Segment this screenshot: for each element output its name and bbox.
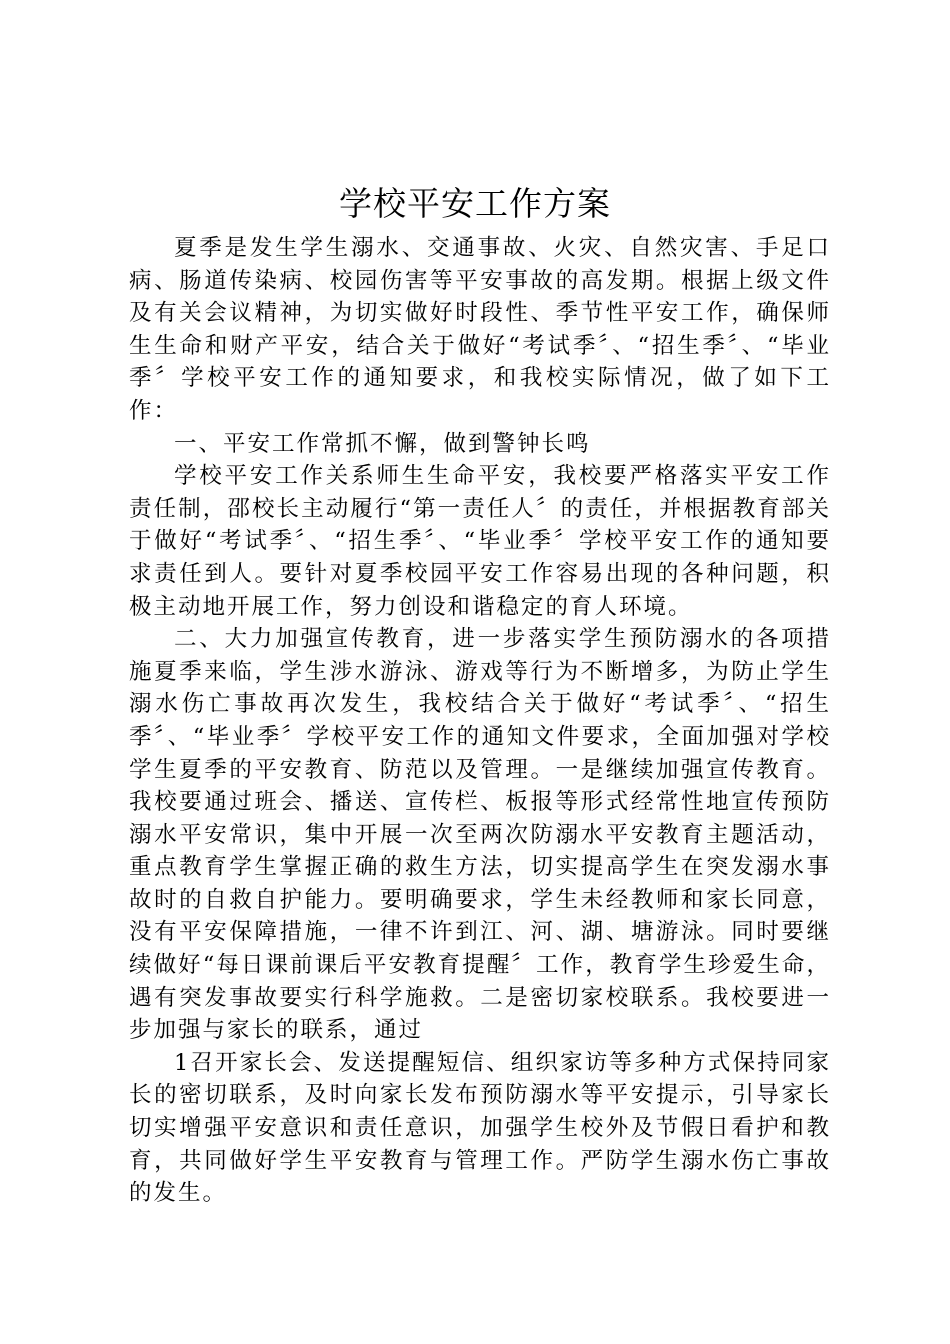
- paragraph-continuation: 1召开家长会、发送提醒短信、组织家访等多种方式保持同家长的密切联系，及时向家长发布预防溺水等平安提示，引导家长切实增强平安意识和责任意识，加强学生校外及节假日看护和教育，共同做好学生平安教育与管理工作。严防学生溺水伤亡事故的发生。: [129, 1049, 831, 1207]
- document-title: 学校平安工作方案: [339, 184, 611, 223]
- paragraph-section-2: 二、大力加强宣传教育，进一步落实学生预防溺水的各项措施夏季来临，学生涉水游泳、游戏等行为不断增多，为防止学生溺水伤亡事故再次发生，我校结合关于做好“考试季〞、“招生季〞、“毕业季〞学校平安工作的通知文件要求，全面加强对学校学生夏季的平安教育、防范以及管理。一是继续加强宣传教育。我校要通过班会、播送、宣传栏、板报等形式经常性地宣传预防溺水平安常识，集中开展一次至两次防溺水平安教育主题活动，重点教育学生掌握正确的救生方法，切实提高学生在突发溺水事故时的自救自护能力。要明确要求，学生未经教师和家长同意，没有平安保障措施，一律不许到江、河、湖、塘游泳。同时要继续做好“每日课前课后平安教育提醒〞工作，教育学生珍爱生命，遇有突发事故要实行科学施救。二是密切家校联系。我校要进一步加强与家长的联系，通过: [129, 626, 831, 1044]
- section-heading-1: 一、平安工作常抓不懈，做到警钟长鸣: [174, 430, 591, 457]
- paragraph-intro: 夏季是发生学生溺水、交通事故、火灾、自然灾害、手足口病、肠道传染病、校园伤害等平安事故的高发期。根据上级文件及有关会议精神，为切实做好时段性、季节性平安工作，确保师生生命和财产平安，结合关于做好“考试季〞、“招生季〞、“毕业季〞学校平安工作的通知要求，和我校实际情况，做了如下工作：: [129, 235, 831, 424]
- paragraph-section-1: 学校平安工作关系师生生命平安，我校要严格落实平安工作责任制，邵校长主动履行“第一责任人〞的责任，并根据教育部关于做好“考试季〞、“招生季〞、“毕业季〞学校平安工作的通知要求责任到人。要针对夏季校园平安工作容易出现的各种问题，积极主动地开展工作，努力创设和谐稳定的育人环境。: [129, 463, 831, 620]
- document-body: [129, 232, 831, 1210]
